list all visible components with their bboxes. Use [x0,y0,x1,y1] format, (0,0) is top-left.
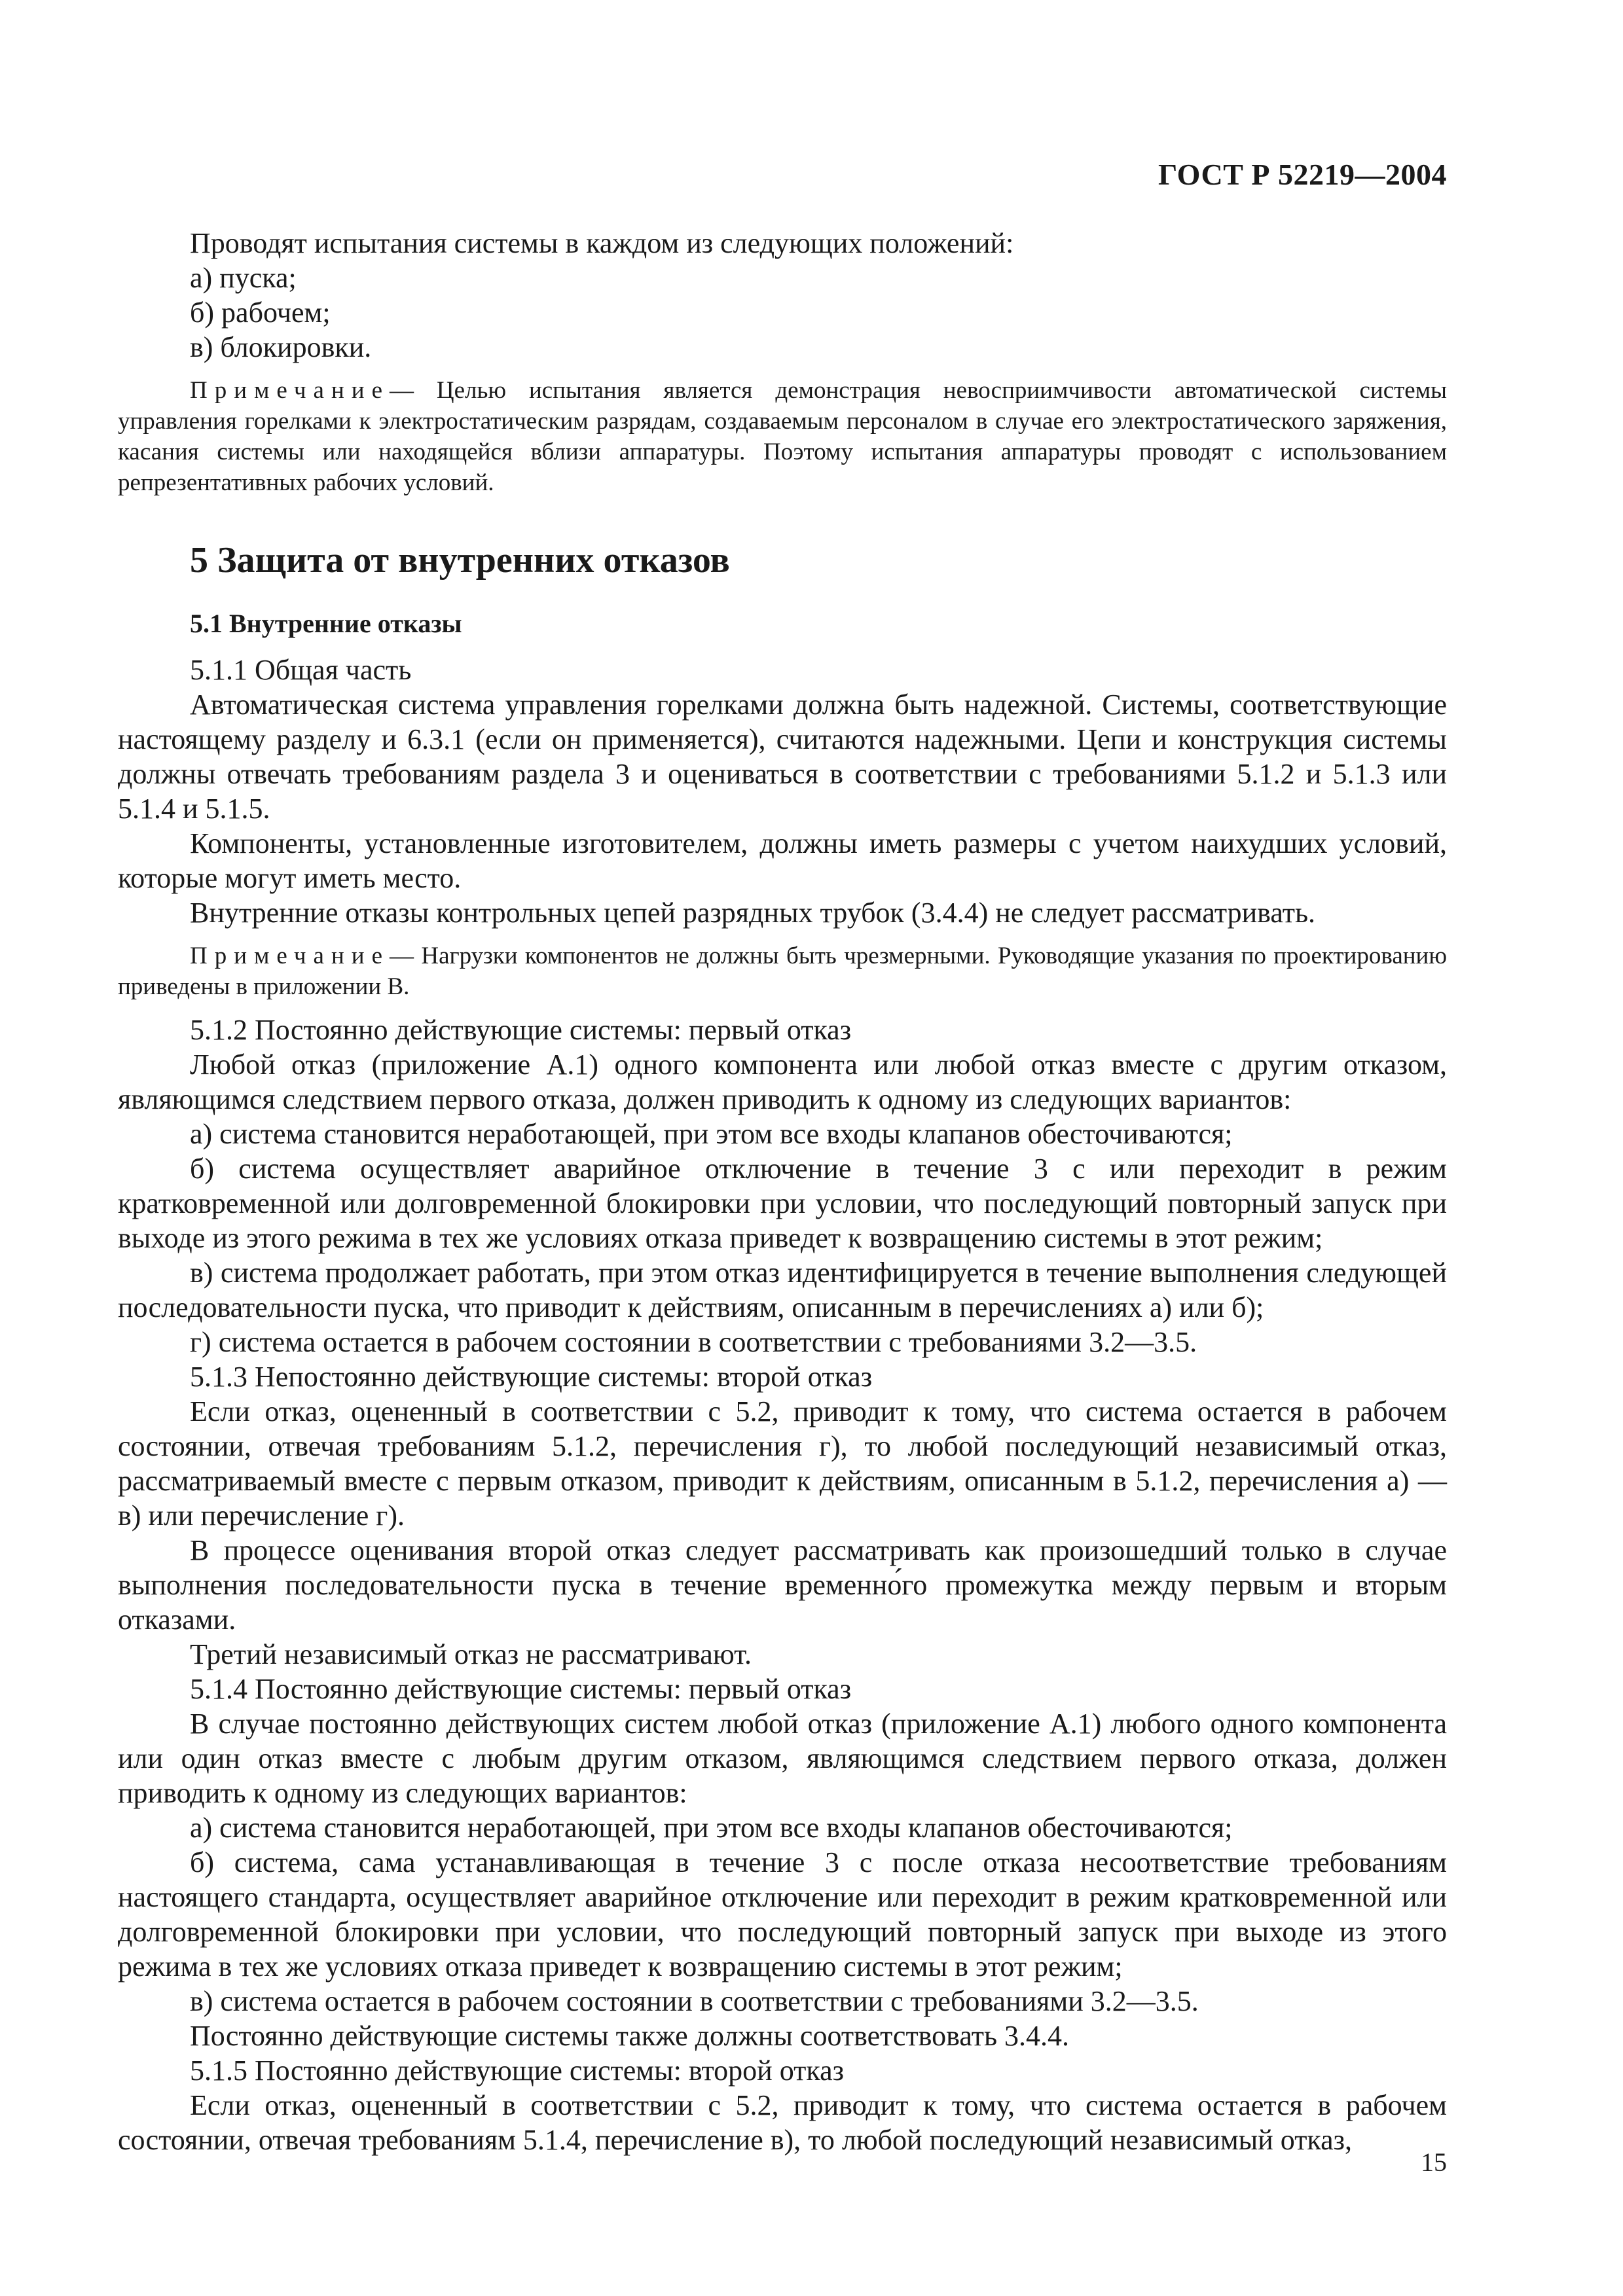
page-number: 15 [1421,2147,1447,2177]
section-5-1-4-item-c: в) система остается в рабочем состоянии в соответствии с требованиями 3.2—3.5. [190,1985,1199,2017]
intro-lead: Проводят испытания системы в каждом из следующих положений: [190,227,1014,259]
intro-item-c: в) блокировки. [190,331,372,363]
page-content [118,226,1447,2157]
section-5-1-title: 5.1 Внутренние отказы [190,609,462,638]
document-header: ГОСТ Р 52219—2004 [1158,158,1447,191]
section-5-1-1-title: 5.1.1 Общая часть [190,654,412,686]
section-5-1-2-item-d: г) система остается в рабочем состоянии в соответствии с требованиями 3.2—3.5. [190,1326,1197,1358]
section-5-1-3-paragraph-2: В процессе оценивания второй отказ следует рассматривать как произошедший только в случае выполнения последовательности пуска в течение временно́го промежутка между первым и вторым отказами. [118,1534,1447,1636]
section-5-title: 5 Защита от внутренних отказов [190,540,730,581]
section-5-1-2-paragraph-1: Любой отказ (приложение А.1) одного компонента или любой отказ вместе с другим отказом, являющимся следствием первого отказа, должен приводить к одному из следующих вариантов: [118,1049,1447,1115]
section-5-1-4-paragraph-2: Постоянно действующие системы также должны соответствовать 3.4.4. [190,2020,1070,2052]
section-5-1-2-title: 5.1.2 Постоянно действующие системы: первый отказ [190,1014,852,1046]
section-5-1-3-paragraph-3: Третий независимый отказ не рассматривают. [190,1638,752,1670]
section-5-1-3-title: 5.1.3 Непостоянно действующие системы: второй отказ [190,1361,873,1393]
section-5-1-1-paragraph-1: Автоматическая система управления горелками должна быть надежной. Системы, соответствующие настоящему разделу и 6.3.1 (если он применяется), считаются надежными. Цепи и конструкция системы должны отвечать требованиям раздела 3 и оцениваться в соответствии с требованиями 5.1.2 и 5.1.3 или 5.1.4 и 5.1.5. [118,689,1447,825]
section-5-1-4-paragraph-1: В случае постоянно действующих систем любой отказ (приложение А.1) любого одного компонента или один отказ вместе с любым другим отказом, являющимся следствием первого отказа, должен приводить к одному из следующих вариантов: [118,1708,1447,1809]
section-5-1-4-item-b: б) система, сама устанавливающая в течение 3 с после отказа несоответствие требованиям настоящего стандарта, осуществляет аварийное отключение или переходит в режим кратковременной или долговременной блокировки при условии, что последующий повторный запуск при выходе из этого режима в тех же условиях отказа приведет к возвращению системы в этот режим; [118,1846,1447,1982]
note-2-text: — Нагрузки компонентов не должны быть чрезмерными. Руководящие указания по проектированию приведены в приложении В. [118,942,1447,1000]
section-5-1-5-paragraph-1: Если отказ, оцененный в соответствии с 5.2, приводит к тому, что система остается в рабочем состоянии, отвечая требованиям 5.1.4, перечисление в), то любой последующий независимый отказ, [118,2089,1447,2156]
section-5-1-3-paragraph-1: Если отказ, оцененный в соответствии с 5.2, приводит к тому, что система остается в рабочем состоянии, отвечая требованиям 5.1.2, перечисления г), то любой последующий независимый отказ, рассматриваемый вместе с первым отказом, приводит к действиям, описанным в 5.1.2, перечисления а) — в) или перечисление г). [118,1395,1447,1532]
note-2 [118,941,1447,1002]
section-5-1-1-paragraph-3: Внутренние отказы контрольных цепей разрядных трубок (3.4.4) не следует рассматривать. [190,897,1316,929]
section-5-1-1-paragraph-2: Компоненты, установленные изготовителем, должны иметь размеры с учетом наихудших условий, которые могут иметь место. [118,827,1447,894]
intro-item-a: а) пуска; [190,262,297,294]
section-5-1-2-item-a: а) система становится неработающей, при этом все входы клапанов обесточиваются; [190,1118,1233,1150]
section-5-1-4-title: 5.1.4 Постоянно действующие системы: первый отказ [190,1673,852,1705]
section-5-1-5-title: 5.1.5 Постоянно действующие системы: второй отказ [190,2054,845,2087]
section-5-1-2-item-b: б) система осуществляет аварийное отключение в течение 3 с или переходит в режим кратковременной или долговременной блокировки при условии, что последующий повторный запуск при выходе из этого режима в тех же условиях отказа приведет к возвращению системы в этот режим; [118,1153,1447,1254]
section-5-1-2-item-c: в) система продолжает работать, при этом отказ идентифицируется в течение выполнения следующей последовательности пуска, что приводит к действиям, описанным в перечислениях а) или б); [118,1257,1447,1323]
section-5-1-4-item-a: а) система становится неработающей, при этом все входы клапанов обесточиваются; [190,1812,1233,1844]
note-1-text: — Целью испытания является демонстрация невосприимчивости автоматической системы управления горелками к электростатическим разрядам, создаваемым персоналом в случае его электростатического заряжения, касания системы или находящейся вблизи аппаратуры. Поэтому испытания аппаратуры проводят с использованием репрезентативных рабочих условий. [118,377,1447,496]
note-2-label: Примечание [190,942,390,969]
note-1-label: Примечание [190,377,390,404]
note-1 [118,375,1447,498]
intro-item-b: б) рабочем; [190,296,331,329]
